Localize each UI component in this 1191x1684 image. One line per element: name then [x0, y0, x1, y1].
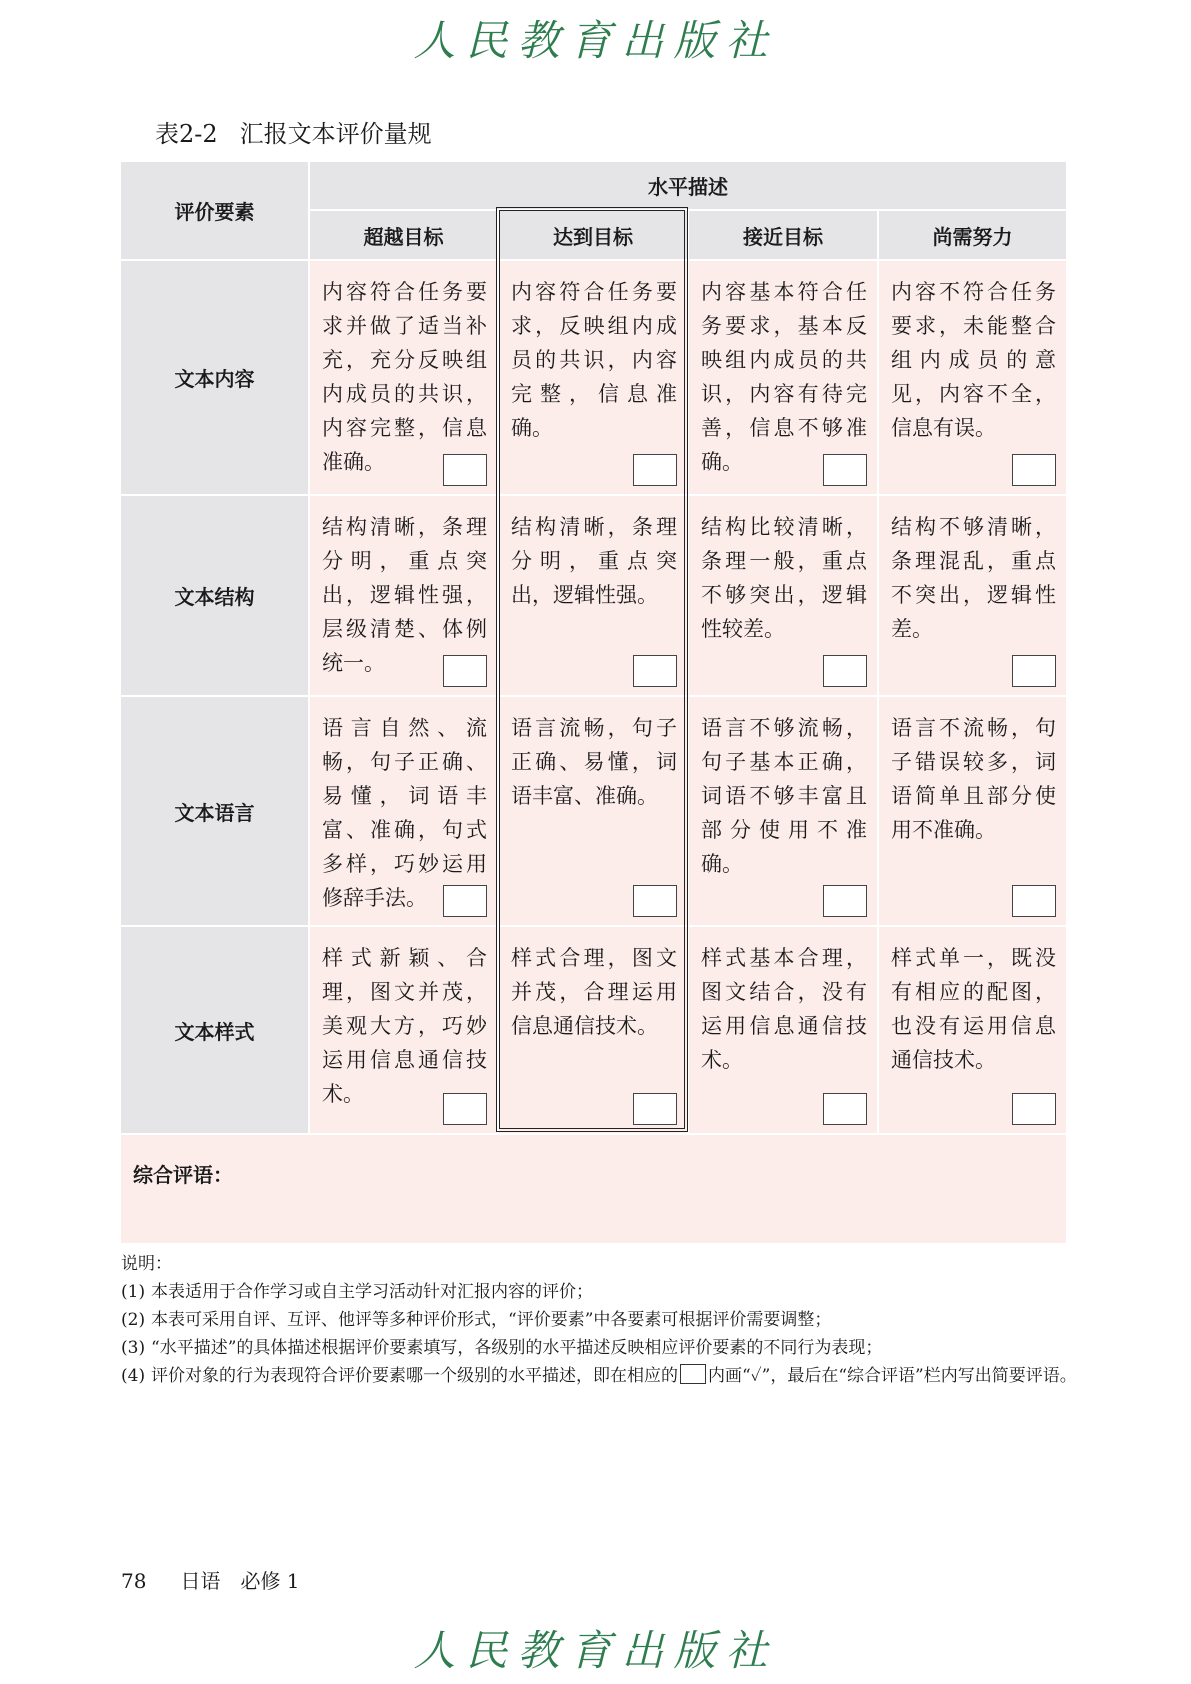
note-number: (4): [121, 1366, 146, 1386]
rubric-text: 样式单一，既没有相应的配图，也没有运用信息通信技术。: [891, 946, 1056, 1072]
rubric-text: 内容基本符合任务要求，基本反映组内成员的共识，内容有待完善，信息不够准确。: [701, 280, 867, 474]
rubric-text: 结构清晰，条理分明，重点突出，逻辑性强，层级清楚、体例统一。: [322, 515, 487, 675]
publisher-logo-top: 人民教育出版社: [413, 16, 778, 65]
note-text: ”，最后在“综合评语”栏内写出简要评语。: [761, 1366, 1077, 1386]
note-item: [121, 1306, 1081, 1334]
rating-checkbox[interactable]: [443, 454, 487, 486]
rating-checkbox[interactable]: [443, 885, 487, 917]
rubric-text: 内容符合任务要求，反映组内成员的共识，内容完整，信息准确。: [511, 280, 677, 440]
rating-checkbox[interactable]: [1012, 655, 1056, 687]
note-text: 评价对象的行为表现符合评价要素哪一个级别的水平描述，即在相应的: [151, 1366, 678, 1386]
note-number: (1): [121, 1282, 146, 1302]
rubric-text: 样式新颖、合理，图文并茂，美观大方，巧妙运用信息通信技术。: [322, 946, 487, 1106]
note-item: [121, 1362, 1081, 1390]
rubric-cell: [499, 261, 687, 494]
note-item: [121, 1278, 1081, 1306]
rubric-text: 内容符合任务要求并做了适当补充，充分反映组内成员的共识，内容完整，信息准确。: [322, 280, 487, 474]
book-title: 日语 必修 1: [180, 1569, 300, 1593]
rubric-text: 内容不符合任务要求，未能整合组内成员的意见，内容不全，信息有误。: [891, 280, 1056, 440]
summary-comment-area[interactable]: [121, 1135, 1066, 1243]
row-element-style: 文本样式: [121, 927, 308, 1133]
rating-checkbox[interactable]: [1012, 1093, 1056, 1125]
rubric-text: 结构清晰，条理分明，重点突出，逻辑性强。: [511, 515, 677, 607]
rubric-cell: [689, 496, 877, 695]
header-element: 评价要素: [121, 162, 308, 259]
row-element-language: 文本语言: [121, 697, 308, 925]
rating-checkbox[interactable]: [633, 1093, 677, 1125]
level-header-needs-effort: 尚需努力: [879, 211, 1066, 259]
note-text: 本表适用于合作学习或自主学习活动针对汇报内容的评价；: [151, 1282, 593, 1302]
table-caption: [155, 114, 432, 149]
rubric-text: 结构比较清晰，条理一般，重点不够突出，逻辑性较差。: [701, 515, 867, 641]
header-levels-group: 水平描述: [310, 162, 1066, 209]
rating-checkbox[interactable]: [633, 655, 677, 687]
notes-heading: 说明：: [121, 1254, 172, 1274]
rubric-cell: [879, 697, 1066, 925]
rubric-cell: [689, 927, 877, 1133]
table-number: 表2-2: [155, 120, 218, 148]
summary-label: 综合评语：: [133, 1163, 233, 1187]
rating-checkbox[interactable]: [1012, 885, 1056, 917]
rubric-cell: [879, 927, 1066, 1133]
rubric-cell: [310, 697, 497, 925]
rating-checkbox[interactable]: [823, 454, 867, 486]
rating-checkbox[interactable]: [443, 1093, 487, 1125]
notes-section: [121, 1250, 1081, 1390]
rubric-text: 样式合理，图文并茂，合理运用信息通信技术。: [511, 946, 677, 1038]
note-text: 内画“: [708, 1366, 751, 1386]
page-footer: [121, 1565, 300, 1594]
level-header-meets: 达到目标: [499, 211, 687, 259]
rating-checkbox[interactable]: [633, 885, 677, 917]
rating-checkbox[interactable]: [1012, 454, 1056, 486]
rubric-cell: [310, 927, 497, 1133]
note-text: “水平描述”的具体描述根据评价要素填写，各级别的水平描述反映相应评价要素的不同行为表现；: [151, 1338, 883, 1358]
note-text: 本表可采用自评、互评、他评等多种评价形式，“评价要素”中各要素可根据评价需要调整；: [151, 1310, 832, 1330]
rubric-text: 语言流畅，句子正确、易懂，词语丰富、准确。: [511, 716, 677, 808]
rubric-cell: [310, 261, 497, 494]
rubric-text: 语言自然、流畅，句子正确、易懂，词语丰富、准确，句式多样，巧妙运用修辞手法。: [322, 716, 487, 910]
level-header-exceeds: 超越目标: [310, 211, 497, 259]
row-element-content: 文本内容: [121, 261, 308, 494]
rating-checkbox[interactable]: [823, 885, 867, 917]
rubric-text: 语言不够流畅，句子基本正确，词语不够丰富且部分使用不准确。: [701, 716, 867, 876]
rubric-text: 结构不够清晰，条理混乱，重点不突出，逻辑性差。: [891, 515, 1056, 641]
rubric-text: 语言不流畅，句子错误较多，词语简单且部分使用不准确。: [891, 716, 1056, 842]
rubric-cell: [689, 261, 877, 494]
rubric-cell: [499, 496, 687, 695]
note-item: [121, 1334, 1081, 1362]
table-title: 汇报文本评价量规: [239, 120, 432, 148]
rubric-cell: [499, 697, 687, 925]
level-header-approaching: 接近目标: [689, 211, 877, 259]
note-number: (2): [121, 1310, 146, 1330]
rubric-cell: [879, 496, 1066, 695]
inline-checkbox-icon: [680, 1364, 706, 1384]
rating-checkbox[interactable]: [443, 655, 487, 687]
rating-checkbox[interactable]: [823, 655, 867, 687]
checkmark-icon: ✓: [750, 1366, 762, 1386]
rating-checkbox[interactable]: [633, 454, 677, 486]
row-element-structure: 文本结构: [121, 496, 308, 695]
rubric-cell: [879, 261, 1066, 494]
rubric-cell: [499, 927, 687, 1133]
publisher-logo-bottom: 人民教育出版社: [413, 1626, 778, 1675]
page-number: 78: [121, 1569, 147, 1593]
rubric-text: 样式基本合理，图文结合，没有运用信息通信技术。: [701, 946, 867, 1072]
rubric-table: [121, 162, 1062, 1243]
rubric-cell: [689, 697, 877, 925]
rubric-cell: [310, 496, 497, 695]
note-number: (3): [121, 1338, 146, 1358]
rating-checkbox[interactable]: [823, 1093, 867, 1125]
